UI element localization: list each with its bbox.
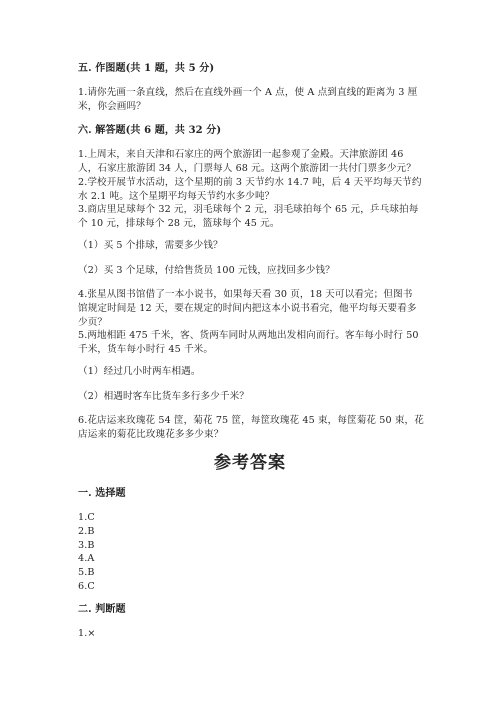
- answers-section-1-heading: 一. 选择题: [78, 488, 126, 499]
- answers-section-2-heading: 二. 判断题: [78, 604, 126, 615]
- answer-item: 2.B: [78, 526, 95, 537]
- answer-item: 3.B: [78, 540, 95, 551]
- answer-item: 5.B: [78, 567, 95, 578]
- s6-q3-line1: 3.商店里足球每个 32 元，羽毛球每个 2 元，羽毛球拍每个 65 元，乒乓球拍每: [78, 204, 419, 215]
- answer-item: 4.A: [78, 553, 95, 564]
- answer-item: 1.C: [78, 512, 95, 523]
- section-5-heading: 五. 作图题(共 1 题，共 5 分): [78, 63, 215, 74]
- s6-q1-line2: 人，石家庄旅游团 34 人，门票每人 68 元。这两个旅游团一共付门票多少元？: [78, 163, 416, 174]
- s6-q3-line2: 个 10 元，排球每个 28 元，篮球每个 45 元。: [78, 218, 280, 229]
- s5-q1-line1: 1.请你先画一条直线，然后在直线外画一个 A 点，使 A 点到直线的距离为 3 厘: [78, 87, 418, 98]
- s5-q1-line2: 米，你会画吗？: [78, 101, 146, 112]
- s6-q6-line2: 店运来的菊花比玫瑰花多多少束？: [78, 429, 224, 440]
- s6-q3-sub2: （2）买 3 个足球，付给售货员 100 元钱，应找回多少钱？: [78, 265, 335, 276]
- s6-q5-sub2: （2）相遇时客车比货车多行多少千米？: [78, 391, 249, 402]
- section-6-heading: 六. 解答题(共 6 题，共 32 分): [78, 125, 222, 136]
- s6-q1-line1: 1.上周末，来自天津和石家庄的两个旅游团一起参观了金殿。天津旅游团 46: [78, 149, 404, 160]
- answers-title: 参考答案: [214, 453, 286, 473]
- s6-q5-line2: 千米，货车每小时行 45 千米。: [78, 344, 214, 355]
- s6-q4-line3: 少页？: [78, 317, 108, 328]
- s6-q2-line1: 2.学校开展节水活动，这个星期的前 3 天节约水 14.7 吨，后 4 天平均每天节约: [78, 177, 422, 188]
- answer-item: 6.C: [78, 581, 95, 592]
- s6-q6-line1: 6.花店运来玫瑰花 54 筐，菊花 75 筐，每筐玫瑰花 45 束，每筐菊花 50 束，花: [78, 415, 424, 426]
- s6-q5-line1: 5.两地相距 475 千米，客、货两车同时从两地出发相向而行。客车每小时行 50: [78, 330, 419, 341]
- s6-q3-sub1: （1）买 5 个排球，需要多少钱？: [78, 240, 223, 251]
- s6-q4-line2: 馆规定时间是 12 天，要在规定的时间内把这本小说书看完，他平均每天要看多: [78, 303, 417, 314]
- s6-q4-line1: 4.张星从图书馆借了一本小说书，如果每天看 30 页，18 天可以看完；但图书: [78, 289, 413, 300]
- answer-item: 1.×: [78, 628, 96, 639]
- s6-q2-line2: 水 2.1 吨。这个星期平均每天节约水多少吨？: [78, 191, 275, 202]
- s6-q5-sub1: （1）经过几小时两车相遇。: [78, 366, 201, 377]
